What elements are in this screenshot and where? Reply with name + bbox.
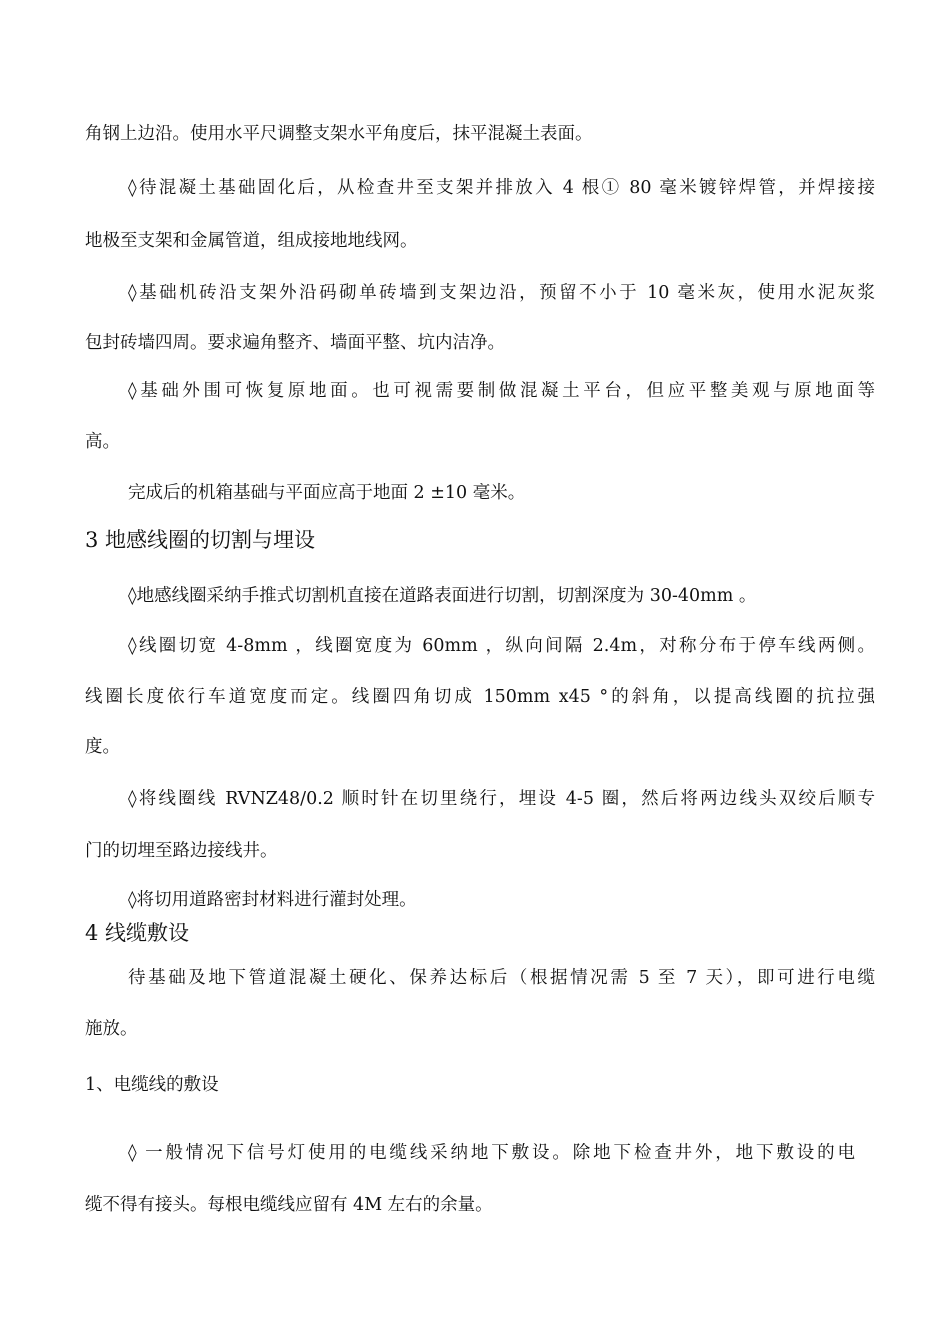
bullet-seal-line: ◊将切用道路密封材料进行灌封处理。 [128, 890, 417, 910]
bullet-width-line-1: ◊线圈切宽 4-8mm ，线圈宽度为 60mm ，纵向间隔 2.4m，对称分布于停车线两侧。 [128, 636, 875, 656]
paragraph-cable-line-2: 施放。 [85, 1019, 138, 1039]
paragraph-cable-line-1: 待基础及地下管道混凝土硬化、保养达标后（根据情况需 5 至 7 天），即可进行电缆 [128, 968, 875, 988]
bullet-brick-line-1: ◊基础机砖沿支架外沿码砌单砖墙到支架边沿，预留不小于 10 毫米灰，使用水泥灰浆 [128, 283, 875, 303]
bullet-wire-line-1: ◊将线圈线 RVNZ48/0.2 顺时针在切里绕行，埋设 4-5 圈，然后将两边线头双绞后顺专 [128, 789, 875, 809]
bullet-brick-line-2: 包封砖墙四周。要求遍角整齐、墙面平整、坑内洁净。 [85, 333, 505, 353]
section-heading-4: 4 线缆敷设 [85, 921, 190, 945]
bullet-width-line-2: 线圈长度依行车道宽度而定。线圈四角切成 150mm x45 °的斜角，以提高线圈的抗拉强 [85, 687, 875, 707]
bullet-cut-line: ◊地感线圈采纳手推式切割机直接在道路表面进行切割，切割深度为 30-40mm 。 [128, 586, 757, 606]
bullet-pipes-line-1: ◊待混凝土基础固化后，从检查井至支架并排放入 4 根① 80 毫米镀锌焊管，并焊接接 [128, 178, 875, 198]
subheading-cable-laying: 1、电缆线的敷设 [85, 1075, 219, 1095]
paragraph-height: 完成后的机箱基础与平面应高于地面 2 ±10 毫米。 [128, 483, 526, 503]
section-heading-3: 3 地感线圈的切割与埋设 [85, 528, 316, 552]
bullet-pipes-line-2: 地极至支架和金属管道，组成接地地线网。 [85, 231, 418, 251]
bullet-general-line-2: 缆不得有接头。每根电缆线应留有 4M 左右的余量。 [85, 1195, 493, 1215]
bullet-ground-line-2: 高。 [85, 432, 120, 452]
bullet-general-line-1: ◊ 一般情况下信号灯使用的电缆线采纳地下敷设。除地下检查井外，地下敷设的电 [128, 1143, 855, 1163]
bullet-width-line-3: 度。 [85, 737, 120, 757]
paragraph-continuation-line: 角钢上边沿。使用水平尺调整支架水平角度后，抹平混凝土表面。 [85, 124, 593, 144]
bullet-wire-line-2: 门的切埋至路边接线井。 [85, 841, 278, 861]
bullet-ground-line-1: ◊基础外围可恢复原地面。也可视需要制做混凝土平台，但应平整美观与原地面等 [128, 381, 875, 401]
